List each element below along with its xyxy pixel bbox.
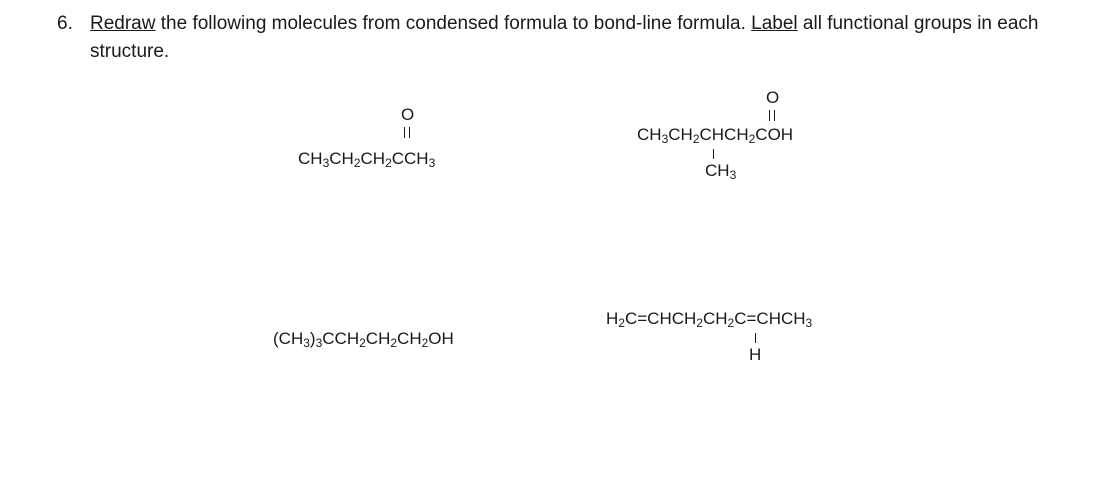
hydrogen-bond — [755, 333, 756, 343]
label-keyword: Label — [751, 13, 798, 34]
redraw-keyword: Redraw — [90, 13, 156, 34]
molecule-3 — [273, 329, 493, 353]
molecule-2 — [637, 88, 827, 188]
question-number: 6. — [57, 13, 73, 34]
carbonyl-oxygen: O — [401, 105, 415, 124]
condensed-formula: $CH_3CH_2CH_2CCH_3$ — [298, 149, 436, 170]
methyl-bond — [713, 149, 714, 159]
condensed-formula: $(CH_3)_3CCH_2CH_2CH_2OH$ — [273, 329, 454, 350]
carbonyl-double-bond — [404, 127, 410, 138]
hydrogen-substituent: H — [749, 345, 762, 364]
methyl-substituent: $CH_3$ — [705, 161, 737, 182]
question-text — [90, 10, 1080, 66]
condensed-formula: $CH_3CH_2CHCH_2COH$ — [637, 125, 794, 146]
question-text-a: the following molecules from condensed formula to bond-line formula. — [155, 13, 752, 34]
question-text-b: all functional groups in each structure. — [90, 13, 1039, 62]
molecule-1 — [298, 105, 478, 175]
condensed-formula: $H_2C=CHCH_2CH_2C=CHCH_3$ — [606, 309, 813, 330]
carbonyl-double-bond — [769, 110, 775, 121]
carbonyl-oxygen: O — [766, 88, 780, 107]
molecule-4 — [606, 309, 856, 379]
